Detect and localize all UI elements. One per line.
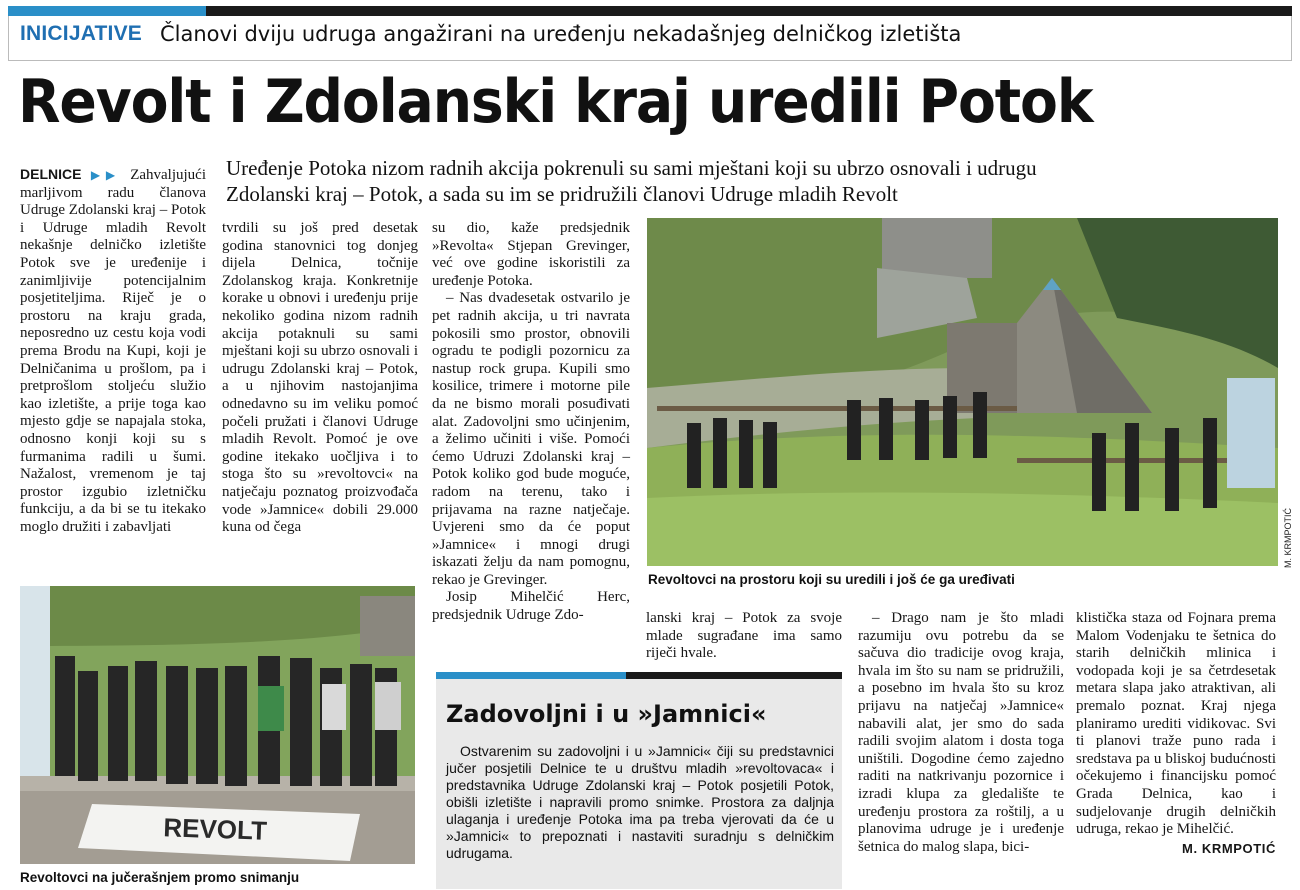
byline: M. KRMPOTIĆ (1182, 840, 1276, 856)
column-1-text: Zahvaljujući marljivom radu članova Udruge Zdolanski kraj – Potok i Udruge mladih Revolt nekašnje delničko izletište Potok sve je uređenije i zanimljivije potencijalnim posjetiteljima. Riječ je o prostoru na kraju grada, neposredno uz cestu koja vodi prema Brodu na Kupi, koji je Delničanima u prošlom, pa i pretprošlom stoljeću služio kao izletište, a prije toga kao mjesto gdje se napajala stoka, odnosno konji koji su s furmanima radili u šumi. Nažalost, vremenom je taj prostor izgubio izletničku funkciju, a da bi se tu itekako moglo družiti i zabavljati (20, 167, 207, 535)
section-kicker: INICIJATIVE (20, 22, 142, 45)
column-3-paragraph-2: – Nas dvadesetak ostvarilo je pet radnih akcija, u tri navrata pokosili smo prostor, obnovili ogradu te podigli pozornicu za nastup rock grupa. Kupili smo kosilice, trimere i motorne pile da ne bismo morali posuđivati alat. Zadovoljni smo učinjenim, a želimo učiniti i više. Pomoći ćemo Udruzi Zdolanski kraj – Potok koliko god bude moguće, radom na terenu, tako i prijavama na razne natječaje. Uvjereni smo da će poput »Jamnice« i mnogi drugi iskazati želju da nam pomognu, rekao je Grevinger. (432, 290, 630, 588)
article-column-5 (858, 610, 1064, 856)
deck-line-2: Zdolanski kraj – Potok, a sada su im se pridružili članovi Udruge mladih Revolt (226, 182, 898, 206)
column-2-text: tvrdili su još pred desetak godina stanovnici tog donjeg dijela Delnica, točnije Zdolanskog kraja. Konkretnije korake u obnovi i uređenju prije nekoliko godina nizom radnih akcija potaknuli su sami mještani koji su ubrzo osnovali i udrugu Zdolanski kraj – Potok, a u njihovim nastojanjima odnedavno su im veliku pomoć počeli pružati i članovi Udruge mladih Revolt. Pomoć je ove godine itekako uočljiva i to stoga što su »revoltovci« na natječaju poznatog proizvođača vode »Jamnice« dobili 29.000 kuna od čega (222, 220, 418, 536)
header-frame-right (1291, 16, 1292, 61)
promo-banner: REVOLT (162, 812, 268, 846)
header-frame-bottom (8, 60, 1292, 61)
kicker-subtitle: Članovi dviju udruga angažirani na uređenju nekadašnjeg delničkog izletišta (160, 22, 962, 46)
article-column-1 (20, 166, 206, 536)
sidebar-box-paragraph: Ostvarenim su zadovoljni i u »Jamnici« čiji su predstavnici jučer posjetili Delnice te u društvu mladih »revoltovaca« i predstavnika Udruge Zdolanski kraj – Potok posjetili Potok, obišli izletište i napravili promo snimke. Prostora za daljnja ulaganja i uređenje Potoka ima pa treba vjerovati da će u »Jamnici« to prepoznati i nastaviti suradnju s delničkim udrugama. (446, 743, 834, 861)
headline: Revolt i Zdolanski kraj uredili Potok (18, 67, 1093, 137)
promo-photo-caption: Revoltovci na jučerašnjem promo snimanju (20, 870, 300, 885)
deck-line-1: Uređenje Potoka nizom radnih akcija pokrenuli su sami mještani koji su ubrzo osnovali i udrugu (226, 156, 1037, 180)
column-4-text: lanski kraj – Potok za svoje mlade sugrađane ima samo riječi hvale. (646, 610, 842, 662)
main-photo (647, 218, 1278, 566)
article-column-2 (222, 220, 418, 537)
sidebar-box-title: Zadovoljni i u »Jamnici« (446, 700, 767, 728)
article-column-4 (646, 610, 842, 663)
dateline-arrow-icon: ▶▶ (90, 168, 121, 182)
photo-credit: M. KRMPOTIĆ (1283, 508, 1293, 568)
column-5-text: – Drago nam je što mladi razumiju ovu potrebu da se sačuva dio tradicije ovog kraja, hvala im što su nam se pridružili, a posebno im hvala što su kroz prijavu na natječaj »Jamnice« nabavili alat, jer smo do sada radili svojim alatom i dosta toga uništili. Dogodine ćemo zajedno raditi na natkrivanju pozornice i izradi klupa za gledalište te uređenju prostora za roštilj, a u planovima udruge je i uređenje šetnica do malog slapa, bici- (858, 610, 1064, 855)
sidebar-box-accent (436, 672, 626, 679)
dateline: DELNICE (20, 166, 82, 182)
header-frame-left (8, 16, 9, 61)
column-3-paragraph-3: Josip Mihelčić Herc, predsjednik Udruge Zdo- (432, 589, 630, 624)
promo-photo (20, 586, 415, 864)
column-3-paragraph-1: su dio, kaže predsjednik »Revolta« Stjepan Grevinger, već ove godine iskoristili za uređenje Potoka. (432, 220, 630, 289)
main-photo-image (647, 218, 1278, 566)
column-6-text: klistička staza od Fojnara prema Malom Vodenjaku te šetnica do starih delničkih mlinica i vodopada koji je sa četrdesetak metara slapa jako atraktivan, ali premalo poznat. Kraj njega planiramo urediti vidikovac. Svi ti planovi traže puno rada i sredstava pa u bliskoj budućnosti očekujemo i financijsku pomoć Grada Delnica, kao i sudjelovanje drugih delničkih udruga, rekao je Mihelčić. (1076, 610, 1276, 838)
article-column-3 (432, 220, 630, 625)
sidebar-box-text (446, 743, 834, 862)
top-rule-accent (8, 6, 206, 16)
main-photo-caption: Revoltovci na prostoru koji su uredili i još će ga uređivati (648, 572, 1015, 587)
article-column-6 (1076, 610, 1276, 858)
article-deck (226, 155, 1266, 207)
promo-photo-image (20, 586, 415, 864)
